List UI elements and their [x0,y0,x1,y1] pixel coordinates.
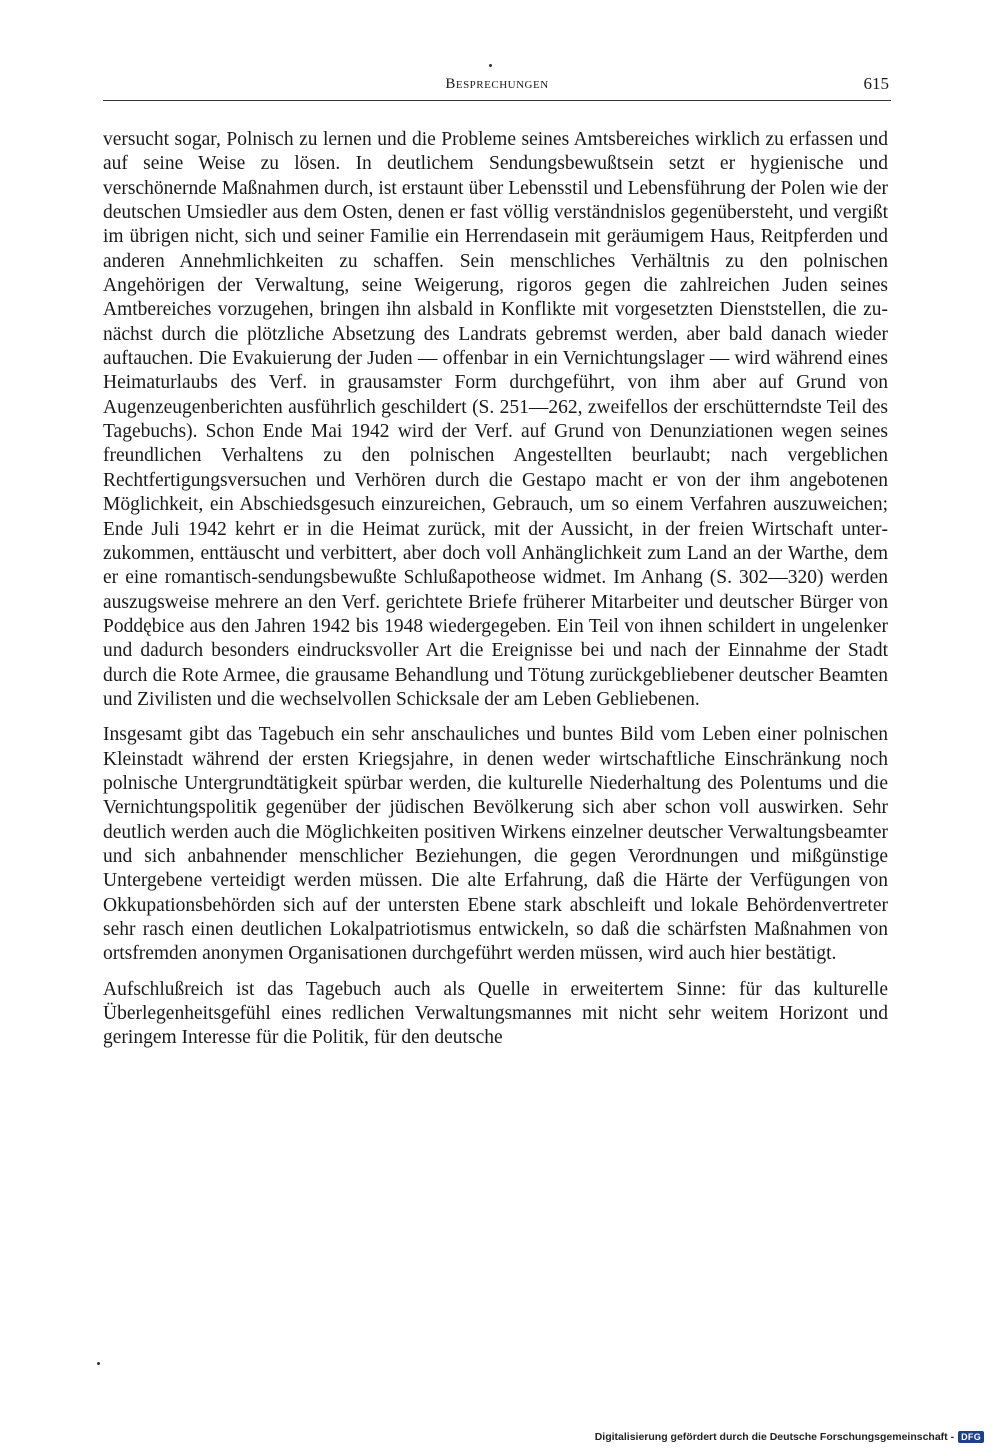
digitization-footer [595,1431,984,1443]
scan-speck [489,64,492,67]
page-number: 615 [863,74,889,93]
body-text [103,128,888,1062]
paragraph: versucht sogar, Polnisch zu lernen und die Probleme seines Amtsbereiches wirklich zu erfassen und auf seine Weise zu lösen. In deutlichem Sendungsbewußtsein setzt er hygienische und verschönernde Maßnahmen durch, ist erstaunt über Lebensstil und Lebensführung der Polen wie der deutschen Umsiedler aus dem Osten, denen er fast völlig verständnislos gegenübersteht, und vergißt im übrigen nicht, sich und seiner Familie ein Herrendasein mit geräumigem Haus, Reitpferden und anderen Annehmlichkeiten zu schaffen. Sein menschliches Verhältnis zu den polnischen Angehörigen der Verwaltung, seine Weigerung, rigoros gegen die zahlreichen Juden seines Amtbereiches vorzugehen, bringen ihn alsbald in Konflikte mit vorgesetzten Dienststellen, die zunächst durch die plötzliche Absetzung des Landrats gebremst werden, aber bald danach wieder auftauchen. Die Evakuierung der Juden — offenbar in ein Vernichtungslager — wird während eines Heimaturlaubs des Verf. in grausamster Form durchgeführt, von ihm aber auf Grund von Augenzeugenberichten ausführlich geschildert (S. 251—262, zweifellos der erschütterndste Teil des Tagebuchs). Schon Ende Mai 1942 wird der Verf. auf Grund von Denunziationen wegen seines freundlichen Verhaltens zu den polnischen Angestellten beurlaubt; nach vergeblichen Rechtfertigungsversuchen und Verhören durch die Gestapo macht er von der ihm angebotenen Möglichkeit, ein Abschiedsgesuch einzureichen, Gebrauch, um so einem Verfahren auszuweichen; Ende Juli 1942 kehrt er in die Heimat zurück, mit der Aussicht, in der freien Wirtschaft unterzukommen, enttäuscht und verbittert, aber doch voll Anhänglichkeit zum Land an der Warthe, dem er eine romantisch-sendungsbewußte Schlußapotheose widmet. Im Anhang (S. 302—320) werden auszugsweise mehrere an den Verf. gerichtete Briefe früherer Mitarbeiter und deutscher Bürger von Poddębice aus den Jahren 1942 bis 1948 wiedergegeben. Ein Teil von ihnen schildert in ungelenker und dadurch besonders eindrucksvoller Art die Ereignisse bei und nach der Einnahme der Stadt durch die Rote Armee, die grausame Behandlung und Tötung zurückgebliebener deutscher Beamten und Zivilisten und die wechselvollen Schicksale der am Leben Gebliebenen. [103,129,888,710]
dfg-logo-icon: DFG [958,1431,984,1443]
paragraph: Aufschlußreich ist das Tagebuch auch als Quelle in erweitertem Sinne: für das kulturelle Überlegenheitsgefühl eines redlichen Verwaltungsmannes mit nicht sehr weitem Horizont und geringem Interesse für die Politik, für den deutsche [103,978,888,1049]
paragraph: Insgesamt gibt das Tagebuch ein sehr anschauliches und buntes Bild vom Leben einer polnischen Kleinstadt während der ersten Kriegsjahre, in denen weder wirtschaftliche Einschränkung noch polnische Untergrundtätigkeit spürbar werden, die kulturelle Niederhaltung des Polentums und die Vernichtungspolitik gegenüber der jüdischen Bevölkerung sich aber schon voll auswirken. Sehr deutlich werden auch die Möglichkeiten positiven Wirkens einzelner deutscher Verwaltungsbeamter und sich anbahnender menschlicher Beziehungen, die gegen Verordnungen und mißgünstige Untergebene verteidigt werden müssen. Die alte Erfahrung, daß die Härte der Verfügungen von Okkupationsbehörden sich auf der untersten Ebene stark abschleift und lokale Behördenvertreter sehr rasch einen deutlichen Lokalpatriotismus entwickeln, so daß die schärfsten Maßnahmen von ortsfremden anonymen Organisationen durchgeführt werden müssen, wird auch hier bestätigt. [103,724,888,965]
scan-speck [97,1362,100,1365]
running-header-title: Besprechungen [445,76,549,92]
footer-credit-text: Digitalisierung gefördert durch die Deutsche Forschungsgemeinschaft - [594,1431,955,1443]
running-header [103,74,891,101]
